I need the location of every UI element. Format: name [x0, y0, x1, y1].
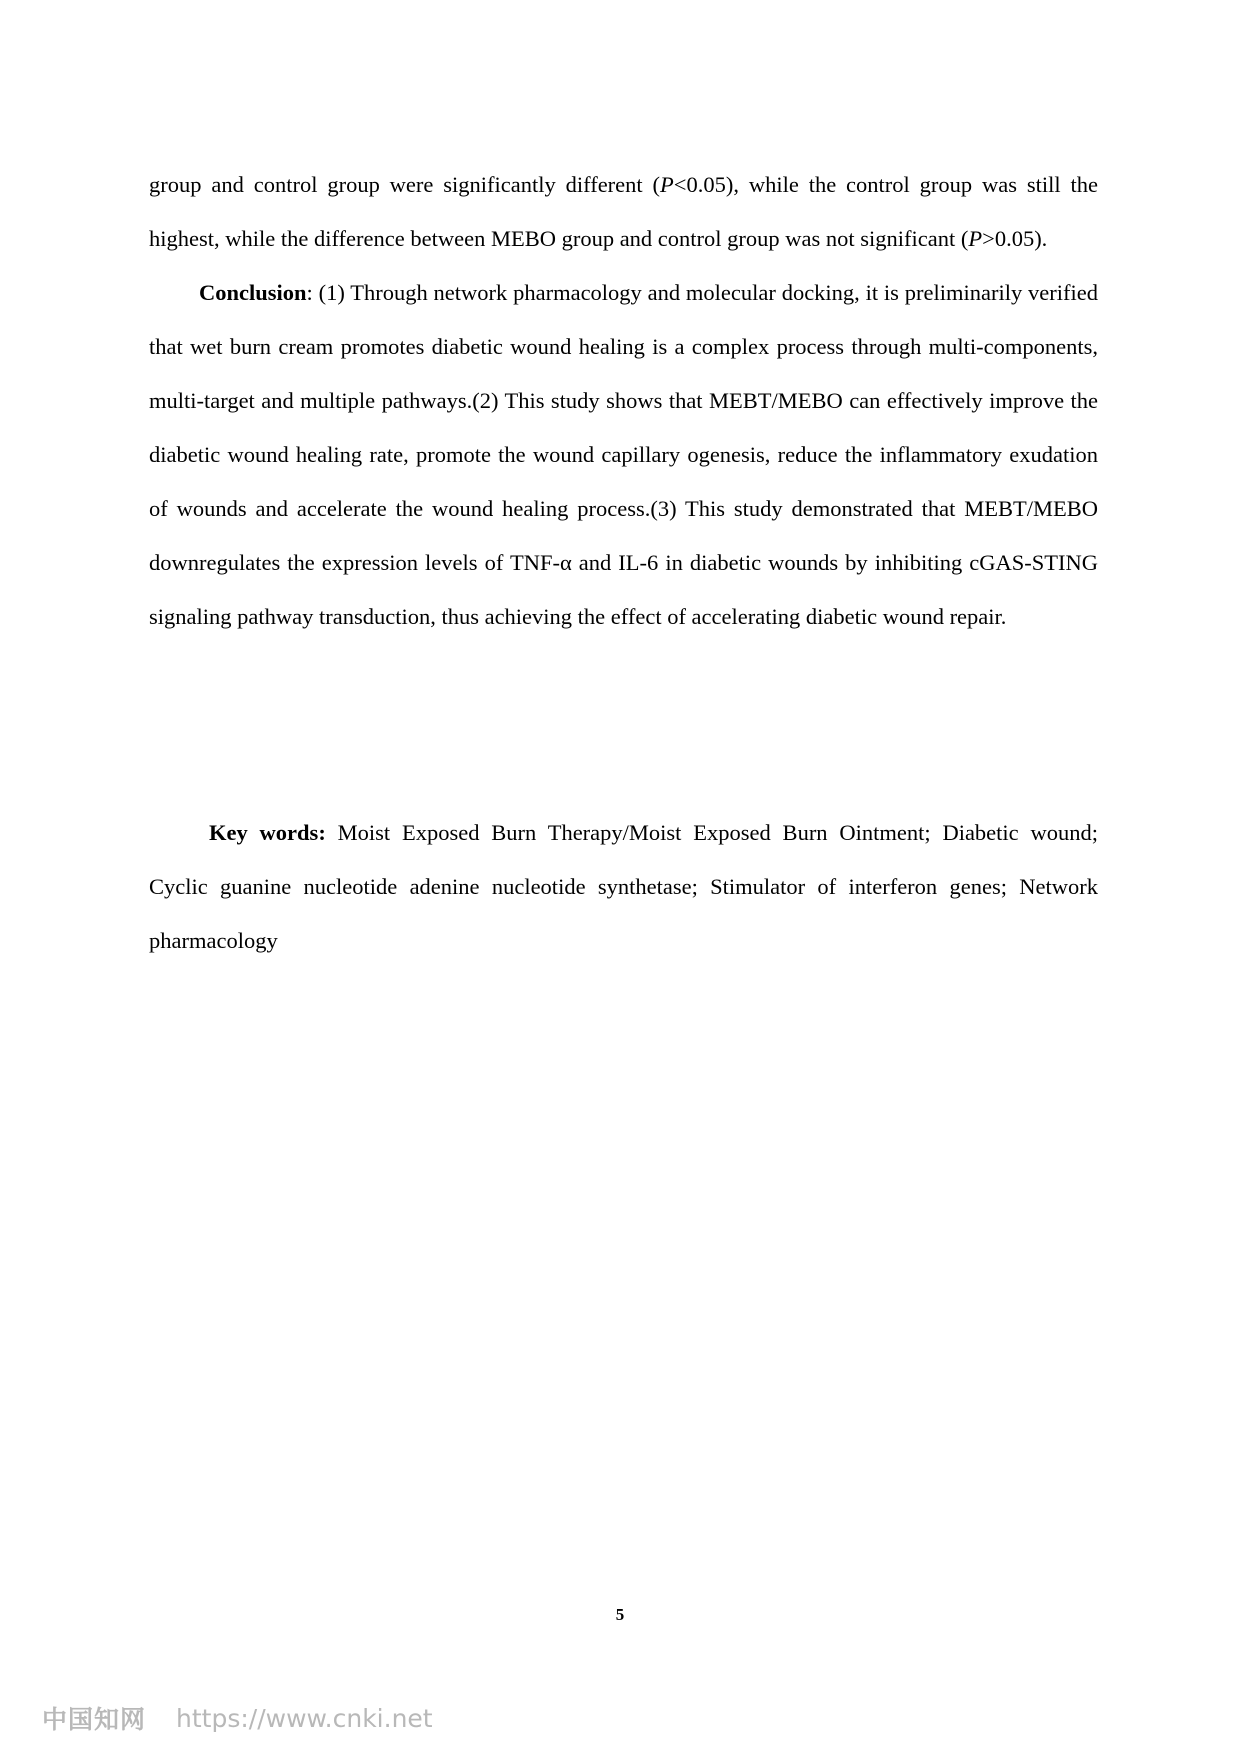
conclusion-label: Conclusion: [199, 280, 307, 305]
keywords-paragraph: [149, 806, 1098, 968]
results-text-2: <0.05), while the control group was still the highest, while the difference between MEBO group and control group was not significant (: [149, 172, 1098, 251]
conclusion-paragraph: [149, 266, 1098, 644]
p-value-symbol: P: [968, 226, 983, 251]
results-text-1: group and control group were significantly different (: [149, 172, 661, 197]
results-text-3: >0.05).: [982, 226, 1048, 251]
cnki-url: https://www.cnki.net: [176, 1703, 433, 1733]
conclusion-text: : (1) Through network pharmacology and molecular docking, it is preliminarily verified that wet burn cream promotes diabetic wound healing is a complex process through multi-components, multi-target and multiple pathways.(2) This study shows that MEBT/MEBO can effectively improve the diabetic wound healing rate, promote the wound capillary ogenesis, reduce the inflammatory exudation of wounds and accelerate the wound healing process.(3) This study demonstrated that MEBT/MEBO downregulates the expression levels of TNF-α and IL-6 in diabetic wounds by inhibiting cGAS-STING signaling pathway transduction, thus achieving the effect of accelerating diabetic wound repair.: [149, 280, 1098, 629]
page-body: [149, 158, 1098, 968]
cnki-logo: 中国知网: [42, 1705, 147, 1734]
keywords-text: Moist Exposed Burn Therapy/Moist Exposed Burn Ointment; Diabetic wound; Cyclic guanine nucleotide adenine nucleotide synthetase; Stimulator of interferon genes; Network pharmacology: [149, 820, 1098, 953]
cnki-watermark: [42, 1700, 433, 1736]
results-paragraph: [149, 158, 1098, 266]
keywords-label: Key words:: [209, 820, 326, 845]
page-number: 5: [615, 1605, 625, 1624]
p-value-symbol: P: [660, 172, 674, 197]
